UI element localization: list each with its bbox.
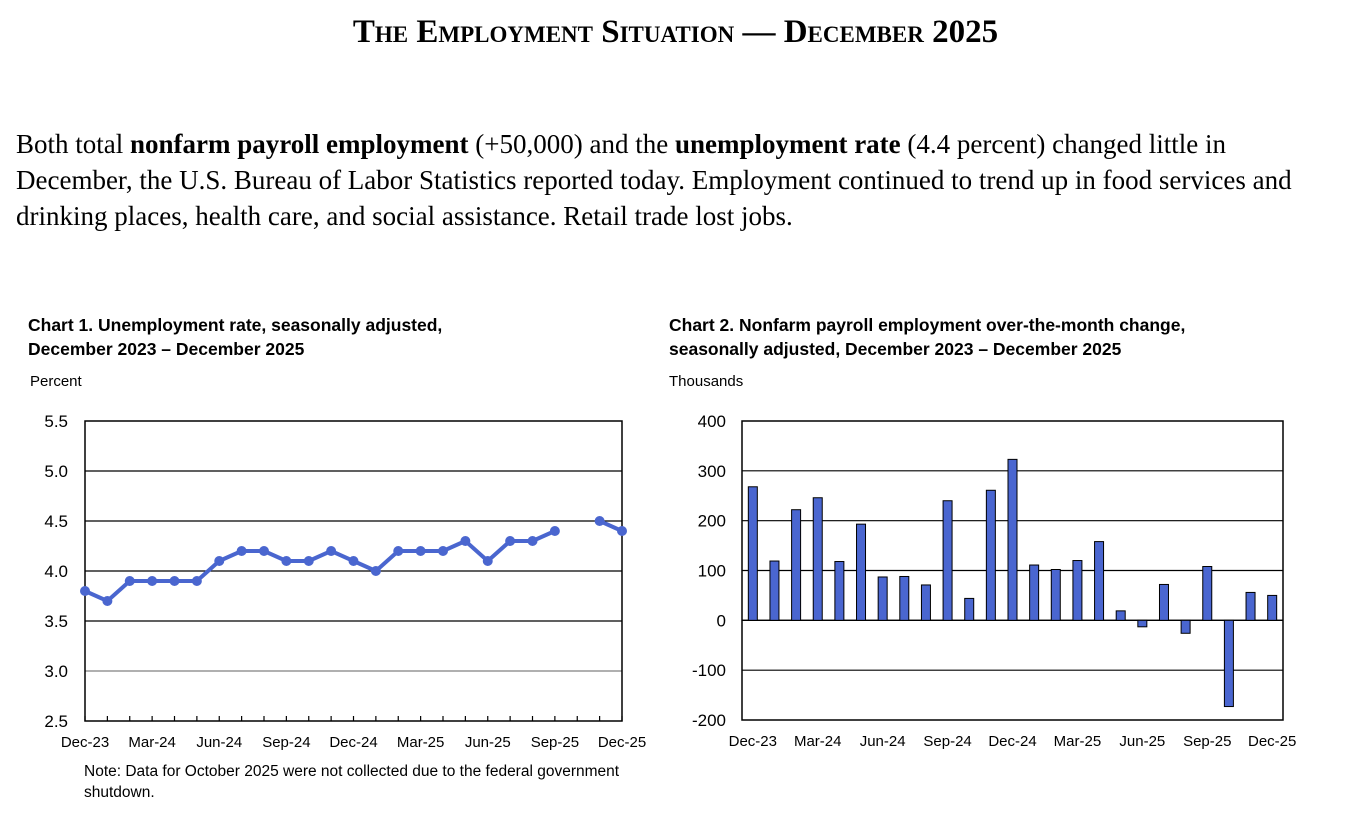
summary-text: (4.4 percent) changed little in December, the U.S. Bureau of Labor Statistics reported today. Employment continued to trend up in food services and drinking places, health care, and social assistance. Retail trade lost jobs. <box>16 129 1292 231</box>
bar-feb-24 <box>792 510 801 621</box>
x-tick-label: Mar-25 <box>396 734 445 751</box>
summary-text: Both total <box>16 129 130 159</box>
data-point-dec-25 <box>617 526 627 536</box>
data-point-jul-25 <box>505 536 515 546</box>
bar-oct-25 <box>1224 620 1233 706</box>
y-tick-label: 100 <box>697 561 726 581</box>
chart1-ylabel: Percent <box>30 373 82 390</box>
x-tick-label: Dec-24 <box>329 734 378 751</box>
title-part-1: The Employment Situation <box>352 14 735 50</box>
bar-jun-25 <box>1138 620 1147 626</box>
title-part-2: December 2025 <box>783 14 999 50</box>
data-point-may-25 <box>460 536 470 546</box>
chart1-unemployment-line-chart <box>44 412 646 751</box>
x-tick-label: Dec-25 <box>597 734 647 751</box>
data-point-may-24 <box>192 576 202 586</box>
data-point-dec-23 <box>80 586 90 596</box>
bar-oct-24 <box>965 598 974 620</box>
data-point-jul-24 <box>237 546 247 556</box>
x-tick-label: Jun-25 <box>1119 733 1166 750</box>
y-tick-label: 3.0 <box>44 662 68 681</box>
x-tick-label: Sep-25 <box>1183 733 1232 750</box>
bar-apr-24 <box>835 562 844 621</box>
y-tick-label: 300 <box>697 461 726 481</box>
x-tick-label: Sep-25 <box>530 734 580 751</box>
x-tick-label: Dec-23 <box>60 734 110 751</box>
x-tick-label: Dec-24 <box>988 733 1037 750</box>
data-point-mar-25 <box>416 546 426 556</box>
data-point-nov-24 <box>326 546 336 556</box>
y-tick-label: 5.5 <box>44 412 68 431</box>
data-point-jun-25 <box>483 556 493 566</box>
x-tick-label: Dec-25 <box>1248 733 1297 750</box>
series-line <box>85 531 555 601</box>
summary-bold-nonfarm: nonfarm payroll employment <box>130 129 469 159</box>
y-tick-label: -100 <box>691 661 726 681</box>
bar-mar-24 <box>813 498 822 621</box>
x-tick-label: Jun-24 <box>859 733 906 750</box>
bar-may-24 <box>857 524 866 620</box>
bar-dec-24 <box>1008 459 1017 620</box>
data-point-apr-24 <box>170 576 180 586</box>
y-tick-label: 4.5 <box>44 512 68 531</box>
chart1-title-line1: Chart 1. Unemployment rate, seasonally adjusted, <box>28 315 443 335</box>
chart2-payroll-bar-chart <box>692 412 1296 750</box>
data-point-aug-25 <box>528 536 538 546</box>
data-point-mar-24 <box>147 576 157 586</box>
x-tick-label: Jun-24 <box>196 734 243 751</box>
bar-nov-24 <box>986 490 995 620</box>
y-tick-label: 2.5 <box>44 712 68 731</box>
chart2-title-line1: Chart 2. Nonfarm payroll employment over-the-month change, <box>669 315 1186 335</box>
data-point-jun-24 <box>214 556 224 566</box>
summary-text: (+50,000) and the <box>468 129 675 159</box>
x-tick-label: Sep-24 <box>262 734 311 751</box>
y-tick-label: 400 <box>697 412 726 431</box>
y-tick-label: 5.0 <box>44 462 68 481</box>
bar-jan-25 <box>1030 565 1039 620</box>
bar-sep-25 <box>1203 567 1212 621</box>
y-tick-label: 4.0 <box>44 562 68 581</box>
bar-sep-24 <box>943 501 952 621</box>
x-tick-label: Sep-24 <box>923 733 972 750</box>
bar-may-25 <box>1116 611 1125 620</box>
summary-bold-unemployment: unemployment rate <box>674 129 901 159</box>
data-point-aug-24 <box>259 546 269 556</box>
data-point-feb-24 <box>125 576 135 586</box>
data-point-nov-25 <box>595 516 605 526</box>
data-point-apr-25 <box>438 546 448 556</box>
data-point-oct-24 <box>304 556 314 566</box>
data-point-sep-25 <box>550 526 560 536</box>
data-point-jan-25 <box>371 566 381 576</box>
chart2-ylabel: Thousands <box>669 373 744 390</box>
data-point-jan-24 <box>102 596 112 606</box>
bar-jun-24 <box>878 577 887 620</box>
x-tick-label: Mar-24 <box>128 734 176 751</box>
bar-apr-25 <box>1095 542 1104 621</box>
x-tick-label: Jun-25 <box>464 734 511 751</box>
bar-dec-25 <box>1268 595 1277 620</box>
data-point-sep-24 <box>281 556 291 566</box>
bar-aug-25 <box>1181 620 1190 633</box>
x-tick-label: Mar-25 <box>1053 733 1102 750</box>
data-point-feb-25 <box>393 546 403 556</box>
chart1-note: Note: Data for October 2025 were not collected due to the federal government shutdown. <box>84 763 620 801</box>
title-dash: — <box>734 14 784 50</box>
bar-jul-24 <box>900 576 909 620</box>
data-point-dec-24 <box>349 556 359 566</box>
chart2-title-line2: seasonally adjusted, December 2023 – December 2025 <box>669 339 1122 359</box>
y-tick-label: 3.5 <box>44 612 68 631</box>
y-tick-label: -200 <box>691 711 726 730</box>
y-tick-label: 200 <box>697 511 726 531</box>
bar-mar-25 <box>1073 561 1082 621</box>
bar-dec-23 <box>748 487 757 621</box>
bar-jan-24 <box>770 561 779 620</box>
y-tick-label: 0 <box>716 611 726 631</box>
bar-aug-24 <box>921 585 930 620</box>
x-tick-label: Mar-24 <box>793 733 842 750</box>
chart1-title-line2: December 2023 – December 2025 <box>28 339 305 359</box>
bar-feb-25 <box>1051 570 1060 621</box>
bar-nov-25 <box>1246 592 1255 620</box>
bar-jul-25 <box>1159 584 1168 620</box>
x-tick-label: Dec-23 <box>728 733 777 750</box>
